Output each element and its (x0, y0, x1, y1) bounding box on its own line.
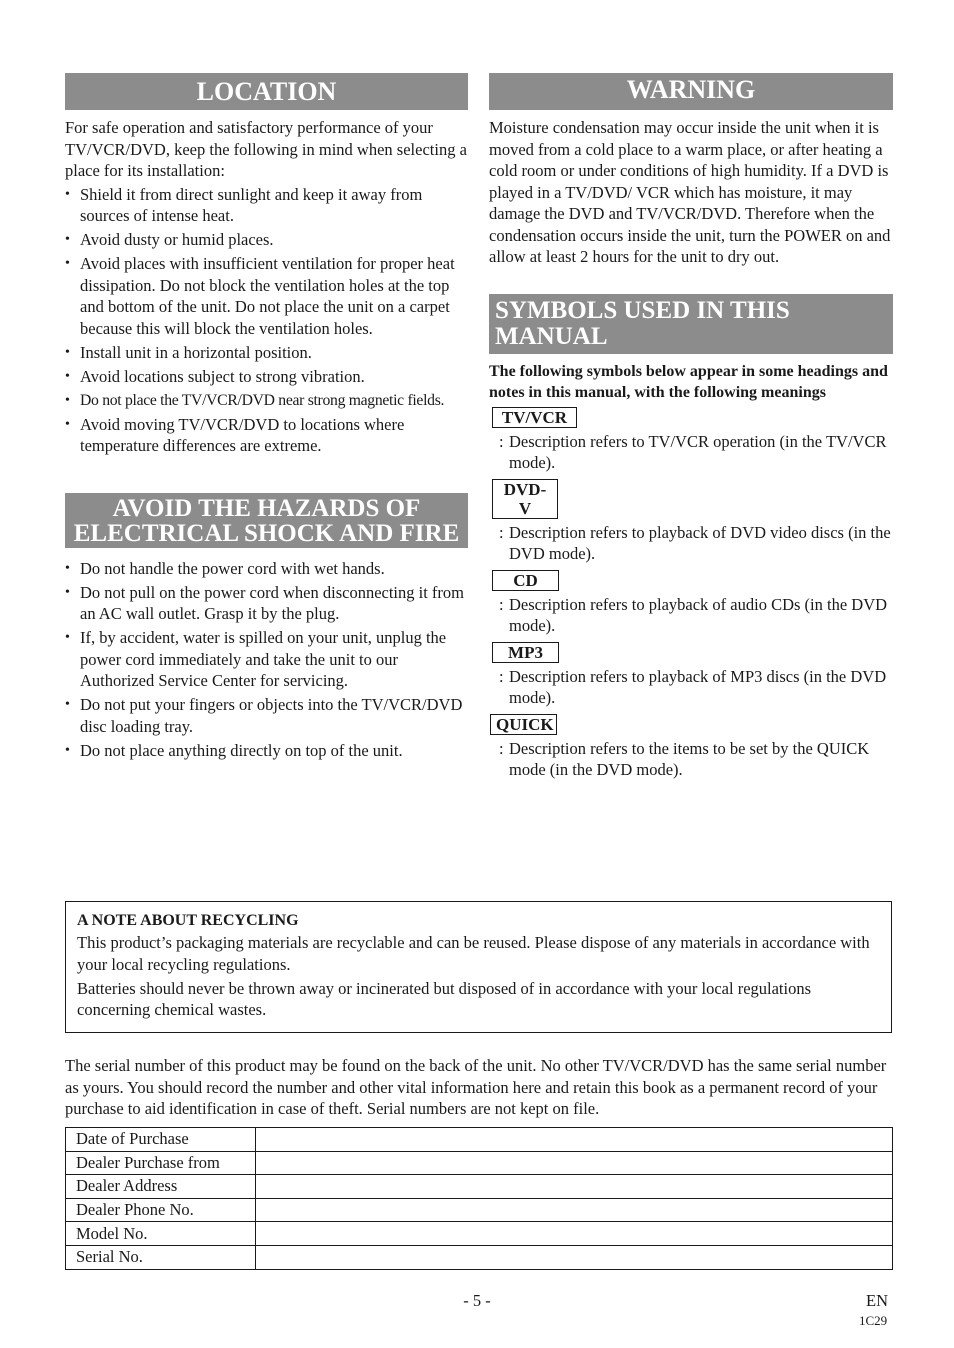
language-code: EN (866, 1291, 888, 1310)
location-heading: LOCATION (65, 73, 468, 110)
list-item: • Shield it from direct sunlight and keep it away from sources of intense heat. (65, 184, 468, 227)
left-column (65, 73, 468, 764)
table-row (66, 1198, 893, 1222)
row-value[interactable] (256, 1151, 893, 1175)
list-item: • Avoid places with insufficient ventilation for proper heat dissipation. Do not block the ventilation holes at the top and bottom of the unit. Do not place the unit on a carpet because this will block the ventilation holes. (65, 253, 468, 339)
hazards-heading-line2: ELECTRICAL SHOCK AND FIRE (73, 519, 460, 547)
row-value[interactable] (256, 1128, 893, 1152)
list-item: • Do not handle the power cord with wet hands. (65, 558, 468, 580)
right-column (489, 73, 893, 781)
symbol-tag: MP3 (492, 642, 559, 663)
row-label: Date of Purchase (66, 1128, 256, 1152)
table-row (66, 1151, 893, 1175)
list-item: • Do not place anything directly on top of the unit. (65, 740, 468, 762)
list-item: • Do not place the TV/VCR/DVD near strong magnetic fields. (65, 390, 468, 412)
document-code: 1C29 (859, 1313, 888, 1328)
symbol-item: QUICK : Description refers to the items to be set by the QUICK mode (in the DVD mode). (489, 714, 893, 781)
row-value[interactable] (256, 1222, 893, 1246)
serial-note (65, 1055, 893, 1120)
location-list (65, 184, 468, 457)
symbol-item: DVD-V : Description refers to playback of DVD video discs (in the DVD mode). (489, 479, 893, 565)
row-label: Model No. (66, 1222, 256, 1246)
row-label: Dealer Address (66, 1175, 256, 1199)
symbol-tag: DVD-V (492, 479, 558, 519)
list-item: • Install unit in a horizontal position. (65, 342, 468, 364)
symbol-tag: QUICK (490, 714, 557, 735)
list-item: • Avoid moving TV/VCR/DVD to locations where temperature differences are extreme. (65, 414, 468, 457)
symbol-description: Description refers to playback of DVD video discs (in the DVD mode). (509, 522, 891, 563)
symbols-intro: The following symbols below appear in some headings and notes in this manual, with the following meanings (489, 362, 888, 401)
symbol-item: MP3 : Description refers to playback of MP3 discs (in the DVD mode). (489, 642, 893, 709)
symbol-description: Description refers to the items to be set by the QUICK mode (in the DVD mode). (509, 738, 870, 779)
row-value[interactable] (256, 1175, 893, 1199)
symbol-description: Description refers to TV/VCR operation (in the TV/VCR mode). (509, 431, 887, 472)
row-value[interactable] (256, 1198, 893, 1222)
table-row (66, 1245, 893, 1269)
warning-heading: WARNING (489, 73, 893, 110)
hazards-heading (65, 493, 468, 548)
recycling-note-box (65, 901, 892, 1033)
symbol-description: Description refers to playback of audio CDs (in the DVD mode). (509, 594, 888, 635)
symbol-item: TV/VCR : Description refers to TV/VCR operation (in the TV/VCR mode). (489, 407, 893, 474)
list-item: • Do not pull on the power cord when disconnecting it from an AC wall outlet. Grasp it by the plug. (65, 582, 468, 625)
table-row (66, 1175, 893, 1199)
serial-note-text: The serial number of this product may be found on the back of the unit. No other TV/VCR/DVD has the same serial number as yours. You should record the number and other vital information here and retain this book as a permanent record of your purchase to aid identification in case of theft. Serial numbers are not kept on file. (65, 1056, 887, 1118)
purchase-record-table (65, 1127, 893, 1270)
symbol-tag: CD (492, 570, 559, 591)
hazards-list (65, 558, 468, 762)
list-item: • Avoid locations subject to strong vibration. (65, 366, 468, 388)
list-item: • Avoid dusty or humid places. (65, 229, 468, 251)
table-row (66, 1222, 893, 1246)
page-number: - 5 - (463, 1291, 491, 1310)
row-label: Serial No. (66, 1245, 256, 1269)
recycling-para-2: Batteries should never be thrown away or incinerated but disposed of in accordance with your local regulations concerning chemical wastes. (77, 978, 812, 1019)
recycling-para-1: This product’s packaging materials are recyclable and can be reused. Please dispose of any materials in accordance with your local recycling regulations. (77, 933, 870, 974)
row-value[interactable] (256, 1245, 893, 1269)
symbol-description: Description refers to playback of MP3 discs (in the DVD mode). (509, 666, 887, 707)
symbol-item: CD : Description refers to playback of audio CDs (in the DVD mode). (489, 570, 893, 637)
row-label: Dealer Purchase from (66, 1151, 256, 1175)
list-item: • If, by accident, water is spilled on your unit, unplug the power cord immediately and take the unit to our Authorized Service Center for servicing. (65, 627, 468, 692)
symbols-heading: SYMBOLS USED IN THIS MANUAL (489, 294, 893, 354)
list-item: • Do not put your fingers or objects into the TV/VCR/DVD disc loading tray. (65, 694, 468, 737)
row-label: Dealer Phone No. (66, 1198, 256, 1222)
table-row (66, 1128, 893, 1152)
recycling-title: A NOTE ABOUT RECYCLING (77, 912, 299, 929)
hazards-heading-line1: AVOID THE HAZARDS OF (112, 494, 421, 522)
warning-text: Moisture condensation may occur inside the unit when it is moved from a cold place to a warm place, or after heating a cold room or under conditions of high humidity. If a DVD is played in a TV/DVD/ VCR which has moisture, it may damage the DVD and TV/VCR/DVD. Therefore when the condensation occurs inside the unit, turn the POWER on and allow at least 2 hours for the unit to dry out. (489, 118, 891, 266)
symbol-tag: TV/VCR (492, 407, 577, 428)
location-intro: For safe operation and satisfactory performance of your TV/VCR/DVD, keep the following in mind when selecting a place for its installation: (65, 118, 467, 180)
